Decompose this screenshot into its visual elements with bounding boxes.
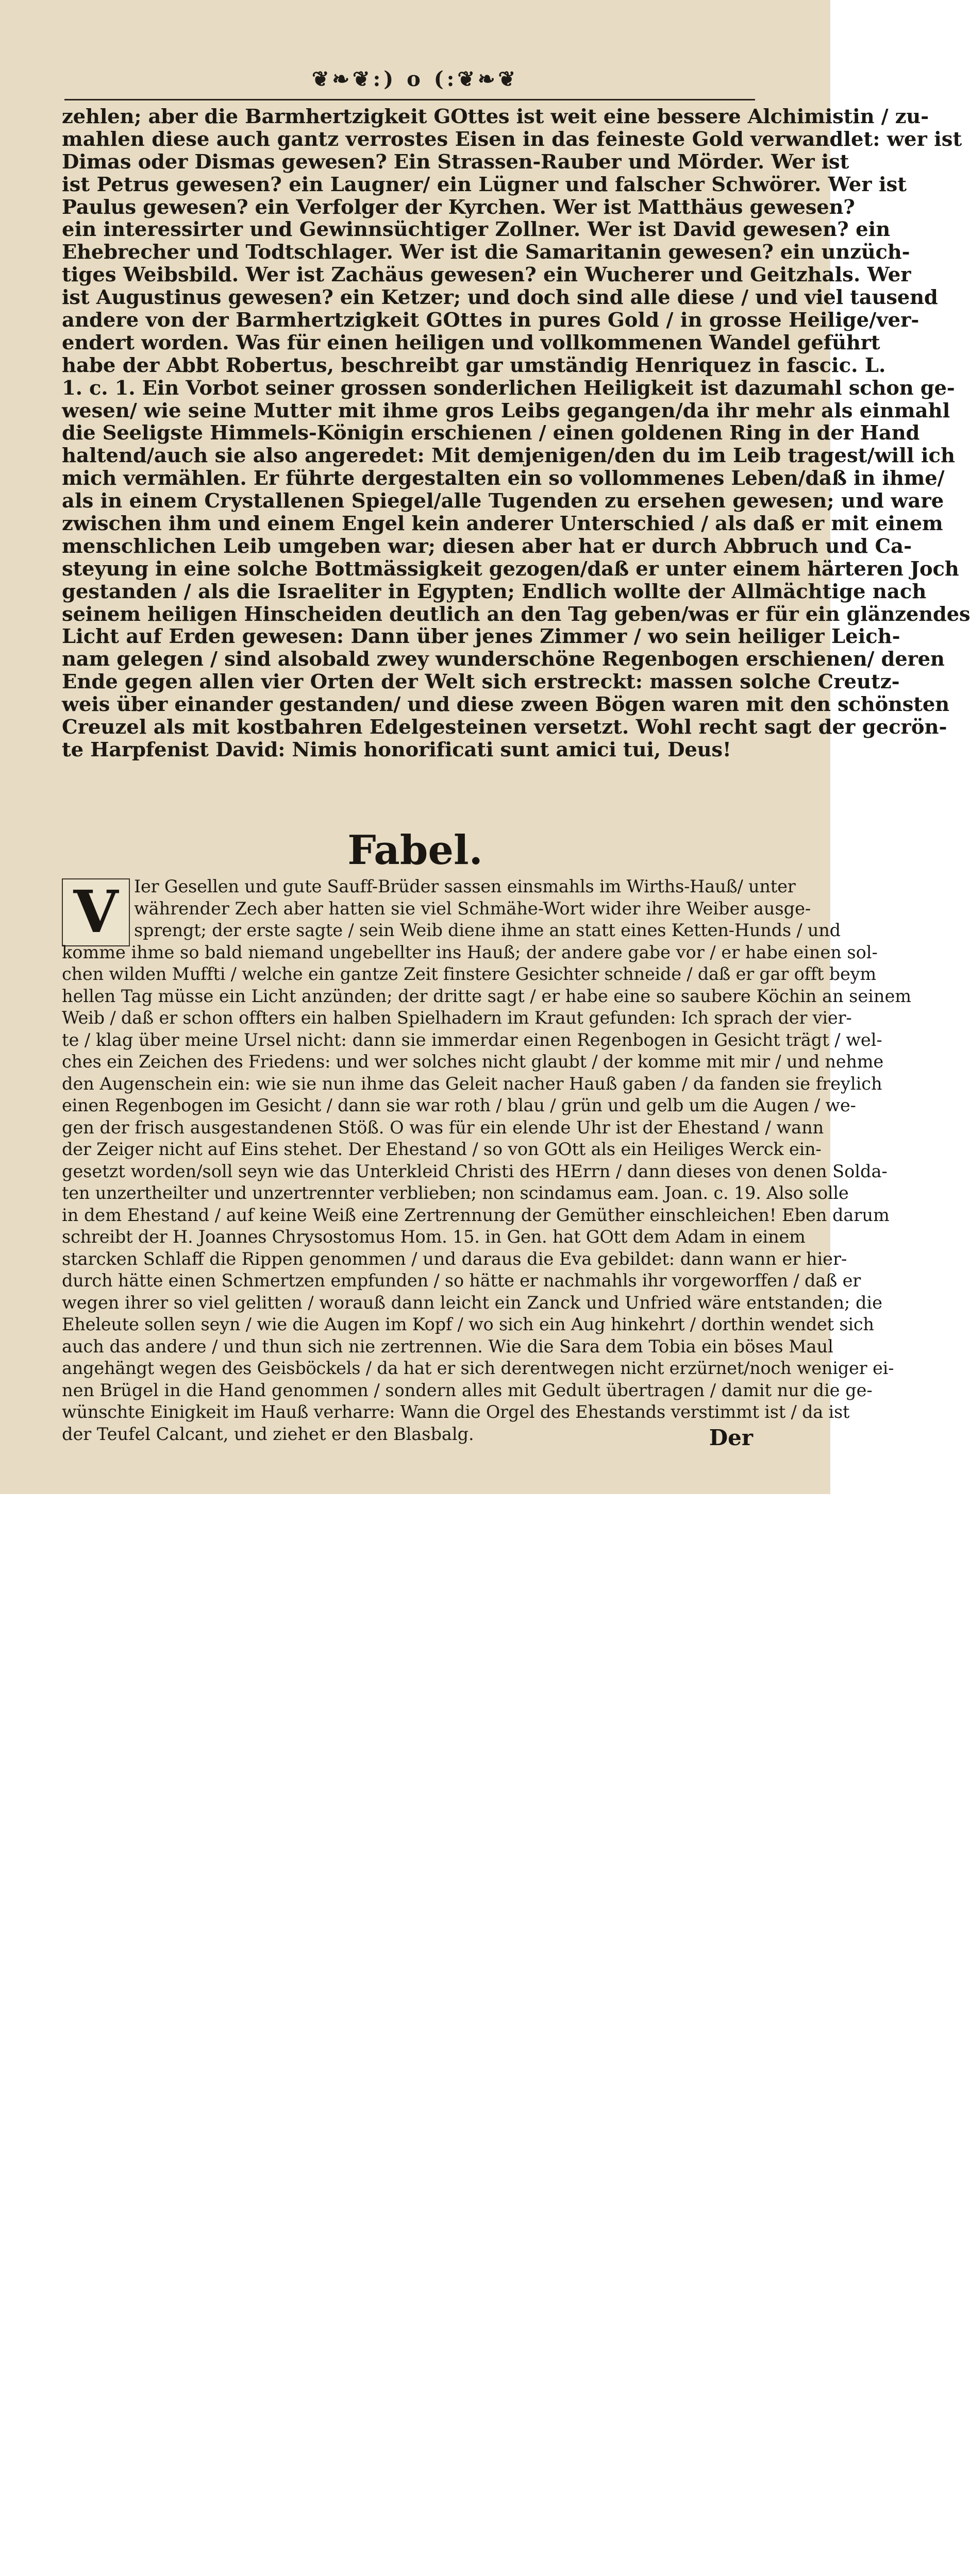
text-line: ein interessirter und Gewinnsüchtiger Zollner. Wer ist David gewesen? ein (62, 218, 891, 242)
text-line: gen der frisch ausgestandenen Stöß. O was für ein elende Uhr ist der Ehestand / wann (62, 1117, 824, 1138)
text-line: tiges Weibsbild. Wer ist Zachäus gewesen? ein Wucherer und Geitzhals. Wer (62, 263, 911, 287)
text-line: schreibt der H. Joannes Chrysostomus Hom. 15. in Gen. hat GOtt dem Adam in einem (62, 1227, 806, 1247)
text-line: sprengt; der erste sagte / sein Weib diene ihme an statt eines Ketten-Hunds / und (134, 920, 841, 940)
text-line: ist Petrus gewesen? ein Laugner/ ein Lügner und falscher Schwörer. Wer ist (62, 173, 907, 196)
text-line: Creuzel als mit kostbahren Edelgesteinen versetzt. Wohl recht sagt der gecrön- (62, 716, 947, 739)
text-line: endert worden. Was für einen heiligen und vollkommenen Wandel geführt (62, 331, 880, 354)
text-line: 1. c. 1. Ein Vorbot seiner grossen sonderlichen Heiligkeit ist dazumahl schon ge- (62, 376, 955, 400)
text-line: ist Augustinus gewesen? ein Ketzer; und doch sind alle diese / und viel tausend (62, 286, 938, 310)
header-rule (64, 99, 755, 100)
text-line: die Seeligste Himmels-Königin erschienen / einen goldenen Ring in der Hand (62, 421, 920, 445)
text-line: in dem Ehestand / auf keine Weiß eine Zertrennung der Gemüther einschleichen! Eben darum (62, 1205, 890, 1225)
decorated-initial-letter: V (73, 878, 119, 946)
text-line: mich vermählen. Er führte dergestalten ein so vollommenes Leben/daß in ihme/ (62, 467, 945, 490)
footer-bar (0, 1494, 830, 1546)
text-line: mahlen diese auch gantz verrostes Eisen in das feineste Gold verwandlet: wer ist (62, 127, 962, 151)
text-line: zehlen; aber die Barmhertzigkeit GOttes ist weit eine bessere Alchimistin / zu- (62, 105, 929, 128)
text-line: Ehebrecher und Todtschlager. Wer ist die Samaritanin gewesen? ein unzüch- (62, 241, 910, 264)
text-line: Paulus gewesen? ein Verfolger der Kyrchen. Wer ist Matthäus gewesen? (62, 195, 855, 219)
text-line: haltend/auch sie also angeredet: Mit demjenigen/den du im Leib tragest/will ich (62, 444, 955, 468)
text-line: steyung in eine solche Bottmässigkeit gezogen/daß er unter einem härteren Joch (62, 557, 959, 581)
text-line: gestanden / als die Israeliter in Egypten; Endlich wollte der Allmächtige nach (62, 580, 927, 603)
text-line: seinem heiligen Hinscheiden deutlich an den Tag geben/was er für ein glänzendes (62, 602, 970, 626)
text-line: Eheleute sollen seyn / wie die Augen im Kopf / wo sich ein Aug hinkehrt / dorthin wendet sich (62, 1314, 874, 1334)
text-line: der Teufel Calcant, und ziehet er den Blasbalg. (62, 1423, 474, 1444)
text-line: te / klag über meine Ursel nicht: dann sie immerdar einen Regenbogen in Gesicht trägt / wel- (62, 1029, 882, 1050)
text-line: andere von der Barmhertzigkeit GOttes in pures Gold / in grosse Heilige/ver- (62, 309, 919, 332)
fable-text (62, 876, 912, 1445)
text-line: der Zeiger nicht auf Eins stehet. Der Ehestand / so von GOtt als ein Heiliges Werck ein- (62, 1139, 822, 1159)
text-line: Ende gegen allen vier Orten der Welt sich erstreckt: massen solche Creutz- (62, 670, 900, 694)
page-header-ornament: ❦❧❦:) o (:❦❧❦ (311, 67, 519, 91)
text-line: wegen ihrer so viel gelitten / worauß dann leicht ein Zanck und Unfried wäre entstanden; die (62, 1292, 882, 1313)
text-line: chen wilden Muffti / welche ein gantze Zeit finstere Gesichter schneide / daß er gar offt beym (62, 964, 876, 984)
text-line: angehängt wegen des Geisböckels / da hat er sich derentwegen nicht erzürnet/noch weniger ei- (62, 1358, 894, 1378)
text-line: gesetzt worden/soll seyn wie das Unterkleid Christi des HErrn / dann dieses von denen Solda- (62, 1161, 888, 1181)
text-line: te Harpfenist David: Nimis honorificati sunt amici tui, Deus! (62, 738, 731, 761)
text-line: nen Brügel in die Hand genommen / sondern alles mit Gedult übertragen / damit nur die ge- (62, 1380, 873, 1400)
text-line: Ier Gesellen und gute Sauff-Brüder sassen einsmahls im Wirths-Hauß/ unter (134, 876, 796, 896)
text-line: auch das andere / und thun sich nie zertrennen. Wie die Sara dem Tobia ein böses Maul (62, 1336, 833, 1357)
text-line: komme ihme so bald niemand ungebellter ins Hauß; der andere gabe vor / er habe einen sol- (62, 942, 878, 962)
text-line: wesen/ wie seine Mutter mit ihme gros Leibs gegangen/da ihr mehr als einmahl (62, 399, 950, 422)
text-line: Licht auf Erden gewesen: Dann über jenes Zimmer / wo sein heiliger Leich- (62, 625, 900, 649)
text-line: einen Regenbogen im Gesicht / dann sie war roth / blau / grün und gelb um die Augen / we- (62, 1095, 856, 1115)
text-line: als in einem Crystallenen Spiegel/alle Tugenden zu ersehen gewesen; und ware (62, 489, 944, 513)
text-line: wünschte Einigkeit im Hauß verharre: Wann die Orgel des Ehestands verstimmt ist / da ist (62, 1402, 850, 1422)
text-line: menschlichen Leib umgeben war; diesen aber hat er durch Abbruch und Ca- (62, 534, 912, 558)
text-line: weis über einander gestanden/ und diese zween Bögen waren mit den schönsten (62, 693, 949, 717)
text-line: hellen Tag müsse ein Licht anzünden; der dritte sagt / er habe eine so saubere Köchin an seinem (62, 986, 912, 1006)
text-line: Weib / daß er schon offters ein halben Spielhadern im Kraut gefunden: Ich sprach der vier- (62, 1008, 852, 1028)
text-line: ches ein Zeichen des Friedens: und wer solches nicht glaubt / der komme mit mir / und nehme (62, 1052, 883, 1072)
text-line: starcken Schlaff die Rippen genommen / und daraus die Eva gebildet: dann wann er hier- (62, 1248, 847, 1269)
text-line: habe der Abbt Robertus, beschreibt gar umständig Henriquez in fascic. L. (62, 353, 886, 377)
text-line: durch hätte einen Schmertzen empfunden / so hätte er nachmahls ihr vorgeworffen / daß er (62, 1270, 861, 1291)
text-line: währender Zech aber hatten sie viel Schmähe-Wort wider ihre Weiber ausge- (134, 898, 811, 919)
text-line: Dimas oder Dismas gewesen? Ein Strassen-Rauber und Mörder. Wer ist (62, 150, 849, 174)
fable-title: Fabel. (347, 827, 483, 874)
catchword: Der (709, 1425, 753, 1450)
text-line: den Augenschein ein: wie sie nun ihme das Geleit nacher Hauß gaben / da fanden sie freylich (62, 1073, 882, 1094)
text-line: ten unzertheilter und unzertrennter verblieben; non scindamus eam. Joan. c. 19. Also solle (62, 1183, 849, 1203)
text-line: zwischen ihm und einem Engel kein anderer Unterschied / als daß er mit einem (62, 512, 943, 536)
text-line: nam gelegen / sind alsobald zwey wunderschöne Regenbogen erschienen/ deren (62, 648, 945, 671)
main-text (62, 105, 970, 761)
